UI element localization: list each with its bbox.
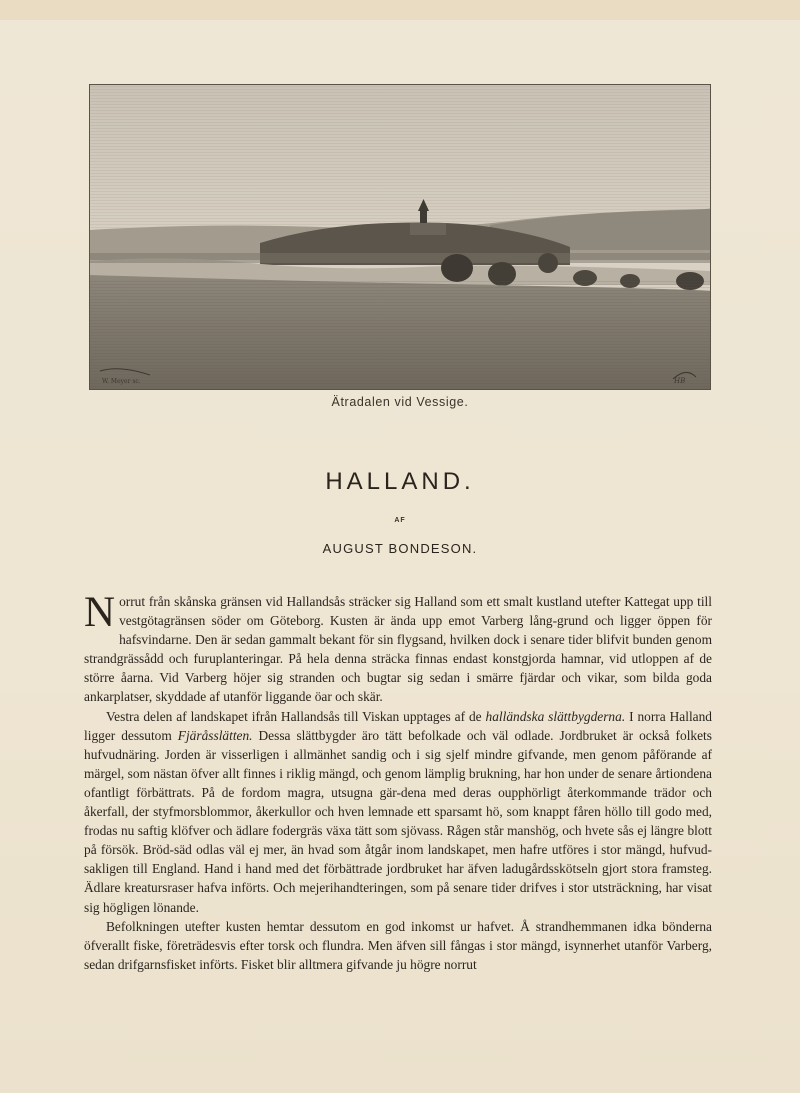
byline: AF <box>394 517 406 524</box>
emphasis: Fjäråsslätten. <box>177 727 253 743</box>
author-name: AUGUST BONDESON. <box>322 541 478 556</box>
paragraph-text: Vestra delen af landskapet ifrån Hallandsås till Viskan upptages af de <box>106 708 486 724</box>
page-top-edge <box>0 0 800 20</box>
drop-cap: N <box>84 589 116 636</box>
article-title: HALLAND. <box>325 468 475 495</box>
paragraph-text: Befolkningen utefter kusten hemtar dessutom en god inkomst ur hafvet. Å strandhemmanen idka bönderna öfverallt fiske, företrädesvis efter torsk och flundra. Men äfven sill fångas i stor mängd, isynnerhet utanför Varberg, sedan drifgarnsfisket införts. Fisket blir alltmera gifvande ju högre norrut <box>84 918 712 972</box>
article-body <box>84 589 712 974</box>
paragraph-text: orrut från skånska gränsen vid Hallandsås sträcker sig Halland som ett smalt kustland utefter Kattegat upp till vestgötagränsen söder om Göteborg. Kusten är ända upp emot Varberg lång-grund och ligger öppen för hafsvindarne. Den är sedan gammalt bekant för sin flygsand, hvilken dock i senare tider blifvit bunden genom strandgrässådd och furuplanteringar. På hela denna sträcka finnas endast konstgjorda hamnar, vid utloppen af de större åarna. Vid Varberg höjer sig stranden och bugtar sig sedan i smärre fjärdar och vikar, som bilda goda ankarplatser, skyddade af utanför liggande öar och skär. <box>84 594 712 705</box>
emphasis: halländska slättbygderna. <box>485 708 626 724</box>
figure-caption: Ätradalen vid Vessige. <box>331 395 469 409</box>
paragraph-text: Dessa slättbygder äro tätt befolkade och väl odlade. Jordbruket är också folkets hufvudnäring. Jorden är visserligen i allmänhet sandig och i sig sjelf mindre gifvande, men genom påförande af märgel, som nästan öfver allt finnes i riklig mängd, och genom lämplig brukning, har hon under de senare årtiondena ofantligt förbättrats. På de fordom magra, utsugna gär-dena med deras oupphörligt återkommande trädor och åkerfall, der styfmorsblommor, åkerkullor och hven lemnade ett sparsamt hö, som knappt fåren höllo till godo med, frodas nu saftig klöfver och ädlare fodergräs växa tätt som sjövass. Rågen står manshög, och hvete sås ej längre blott på försök. Bröd-säd odlas väl ej mer, än hvad som åtgår inom landskapet, men hafre utföres i stor mängd, hufvud-sakligen till England. Hand i hand med det förbättrade jordbruket har äfven ladugårdsskötseln gjort stora framsteg. Ädlare kreatursraser hafva införts. Och mejerihandteringen, som på senare tider drifves i stor utsträckning, har visat sig högligen lönande. <box>84 727 712 915</box>
tree <box>441 254 473 282</box>
tree <box>538 253 558 273</box>
paragraph <box>84 917 712 974</box>
landscape-engraving <box>89 84 711 390</box>
engraving-artwork <box>90 85 710 389</box>
engraver-signature: W. Meyer sc. <box>102 378 141 385</box>
paragraph-text: I norra Halland ligger dessutom <box>84 708 712 743</box>
artist-monogram-text: HB <box>674 377 686 385</box>
paragraph <box>84 707 712 917</box>
paragraph <box>84 589 712 707</box>
